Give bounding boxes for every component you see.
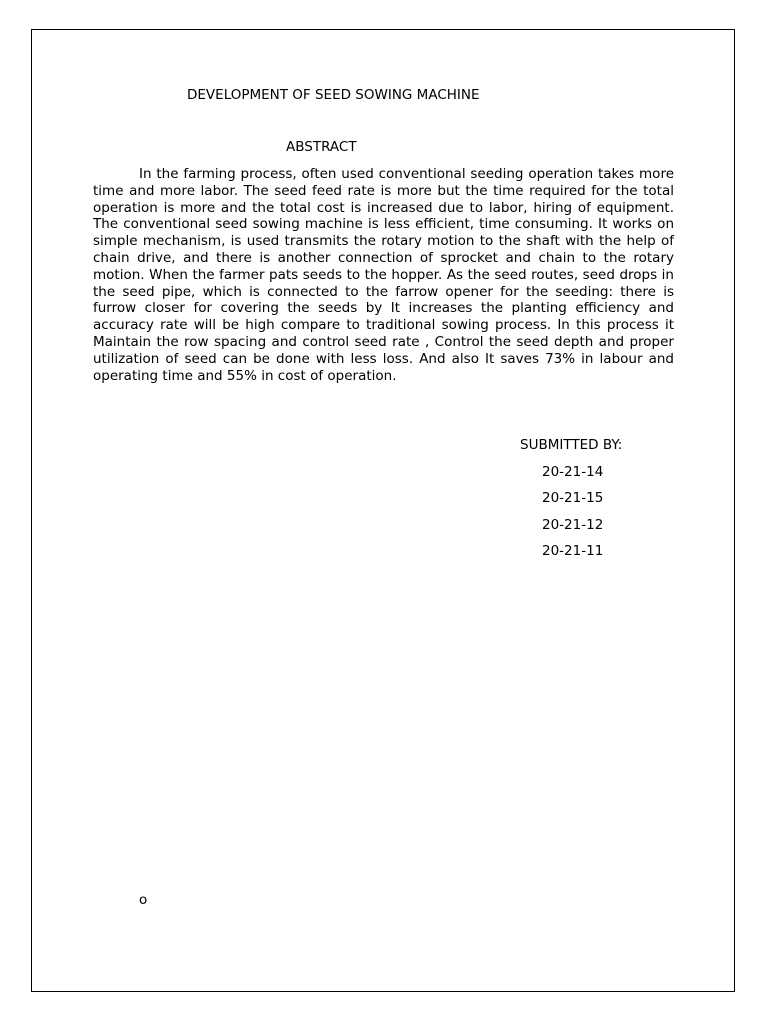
roll-number: 20-21-15 xyxy=(542,490,604,507)
submitted-by-label: SUBMITTED BY: xyxy=(520,437,623,453)
abstract-heading: ABSTRACT xyxy=(286,139,357,155)
stray-character: o xyxy=(139,892,148,908)
abstract-body: In the farming process, often used conventional seeding operation takes more time and more labor. The seed feed rate is more but the time required for the total operation is more and the total cost is increased due to labor, hiring of equipment. The conventional seed sowing machine is less efficient, time consuming. It works on simple mechanism, is used transmits the rotary motion to the shaft with the help of chain drive, and there is another connection of sprocket and chain to the rotary motion. When the farmer pats seeds to the hopper. As the seed routes, seed drops in the seed pipe, which is connected to the farrow opener for the seeding: there is furrow closer for covering the seeds by It increases the planting efficiency and accuracy rate will be high compare to traditional sowing process. In this process it Maintain the row spacing and control seed rate , Control the seed depth and proper utilization of seed can be done with less loss. And also It saves 73% in labour and operating time and 55% in cost of operation. xyxy=(93,166,674,384)
roll-number-list xyxy=(542,464,603,570)
roll-number: 20-21-12 xyxy=(542,516,604,533)
roll-number: 20-21-11 xyxy=(542,543,604,560)
document-title: DEVELOPMENT OF SEED SOWING MACHINE xyxy=(187,87,480,103)
roll-number: 20-21-14 xyxy=(542,464,604,480)
